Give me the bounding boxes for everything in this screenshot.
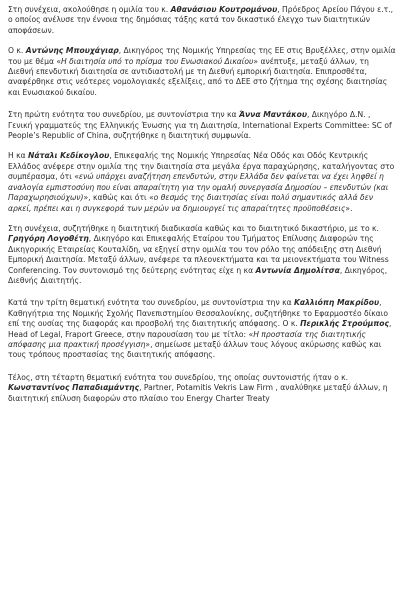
text-segment: , Δικηγόρος της Νομικής Υπηρεσίας της ΕΕ στις Βρυξέλλες, στην ομιλία του με θέμα « (8, 46, 396, 66)
paragraph-p4 (8, 151, 396, 213)
paragraph-p2 (8, 46, 396, 98)
person-name: Νάταλι Κεδίκογλου (28, 151, 110, 161)
quoted-text: ο θεσμός της διαιτησίας είναι πολύ σημαντικός αλλά δεν αρκεί, πρέπει και η συγκεφορά των μερών να δημιουργεί τις απαραίτητες προϋποθέσεις (8, 193, 374, 213)
text-segment: , Partner, Potamitis Vekris Law Firm , αναλύθηκε μεταξύ άλλων, η διαιτητική επίλυση διαφορών στο πλαίσιο του Energy Charter Treaty (8, 383, 388, 403)
text-segment: Ο κ. (8, 46, 26, 56)
text-segment: , Δικηγόρος, Διεθνής Διαιτητής. (8, 265, 388, 285)
text-segment: », καθώς και ότι « (83, 193, 154, 203)
person-name: Αντώνης Μπουχάγιαρ (25, 46, 119, 56)
paragraph-p3 (8, 110, 396, 141)
text-segment: Στη συνέχεια, συζητήθηκε η διαιτητική διαδικασία καθώς και το διαιτητικό δικαστήριο, με το κ. (8, 223, 379, 233)
text-segment: Κατά την τρίτη θεματική ενότητα του συνεδρίου, με συντονίστρια την κα (8, 298, 295, 308)
person-name: Αντωνία Δημολίτσα (255, 265, 340, 275)
paragraph-p7 (8, 373, 396, 404)
text-segment: , Πρόεδρος Αρείου Πάγου ε.τ., ο οποίος ανέλυσε την έννοια της δημόσιας τάξης κατά τον δικαστικό έλεγχο των διαιτητικών αποφάσεων. (8, 5, 394, 35)
text-segment: Στη πρώτη ενότητα του συνεδρίου, με συντονίστρια την κα (8, 110, 239, 120)
person-name: Γρηγόρη Λογοθέτη (8, 234, 89, 244)
text-segment: , Head of Legal, Fraport Greece, στην παρουσίαση του με τίτλο: « (8, 319, 392, 339)
quoted-text: Η προστασία της διαιτητικής απόφασης μια πρακτική προσέγγιση (8, 329, 366, 349)
text-segment: , Δικηγόρο Δ.Ν. , Γενική γραμματεύς της Ελληνικής Ένωσης για τη Διαιτησία, International Experts Committee: SC of People’s Republic of China, συζητήθηκε η διαιτητική συμφωνία. (8, 110, 392, 141)
person-name: Κωνσταντίνος Παπαδιαμάντης (8, 383, 140, 393)
text-segment: » ανέπτυξε, μεταξύ άλλων, τη Διεθνή επενδυτική διαιτησία σε αντιδιαστολή με τη Διεθνή εμπορική διαιτησία. Επιπροσθέτα, αναφέρθηκε στις νεότερες νομολογιακές εξελίξεις, από το ΔΕΕ στο ζήτημα της σχέσης διαιτησίας και Ενωσιακού δικαίου. (8, 56, 388, 97)
person-name: Άννα Μαντάκου (238, 110, 307, 120)
paragraph-p1 (8, 5, 396, 36)
paragraph-p5 (8, 224, 396, 286)
paragraph-p6 (8, 298, 396, 360)
person-name: Περικλής Στρούμπος (300, 319, 390, 329)
person-name: Αθανάσιου Κουτρομάνου (170, 5, 278, 14)
text-segment: , Επικεφαλής της Νομικής Υπηρεσίας Νέα Οδός και Οδός Κεντρικής Ελλάδος ανέφερε στην ομιλία της την διαιτησία στα μεγάλα έργα παραχώρησης, καταλήγοντας στο συμπέρασμα, ότι « (8, 151, 395, 182)
text-segment: , Δικηγόρο και Επικεφαλής Εταίρου του Τμήματος Επίλυσης Διαφορών της Δικηγορικής Εταιρείας Κουταλίδη, να εξηγεί στην ομιλία του τον ρόλο της απόδειξης στη Διεθνή Εμπορική Διαιτησία. Μεταξύ άλλων, ανέφερε τα πλεονεκτήματα και τα μειονεκτήματα του Witness Conferencing. Τον συντονισμό της δεύτερης ενότητας είχε η κα (8, 234, 389, 275)
text-segment: », σημείωσε μεταξύ άλλων τους λόγους ακύρωσης καθώς και τους τρόπους προστασίας της διαιτητικής απόφασης. (8, 339, 382, 360)
text-segment: Τέλος, στη τέταρτη θεματική ενότητα του συνεδρίου, της οποίας συντονιστής ήταν ο κ. (8, 372, 349, 382)
text-segment: ». (345, 203, 353, 213)
quoted-text: ενώ υπάρχει αναζήτηση επενδυτών, στην Ελλάδα δεν φαίνεται να έχει ληφθεί η αναλογία εμπιστοσύνη που είναι απαραίτητη για την ομαλή συνεργασία Δημοσίου – επενδυτών (και Παραχωρησιούχων) (8, 172, 389, 203)
text-segment: , Καθηγήτρια της Νομικής Σχολής Πανεπιστημίου Θεσσαλονίκης, συζητήθηκε το Εφαρμοστέο δίκαιο επί της ουσίας της διαφοράς και προσβολή της διαιτητικής απόφασης. Ο κ. (8, 298, 388, 329)
text-segment: Στη συνέχεια, ακολούθησε η ομιλία του κ. (8, 5, 171, 14)
person-name: Καλλιόπη Μακρίδου (294, 298, 380, 308)
quoted-text: Η διαιτησία υπό το πρίσμα του Ενωσιακού Δικαίου (61, 56, 254, 66)
text-segment: Η κα (8, 151, 29, 161)
